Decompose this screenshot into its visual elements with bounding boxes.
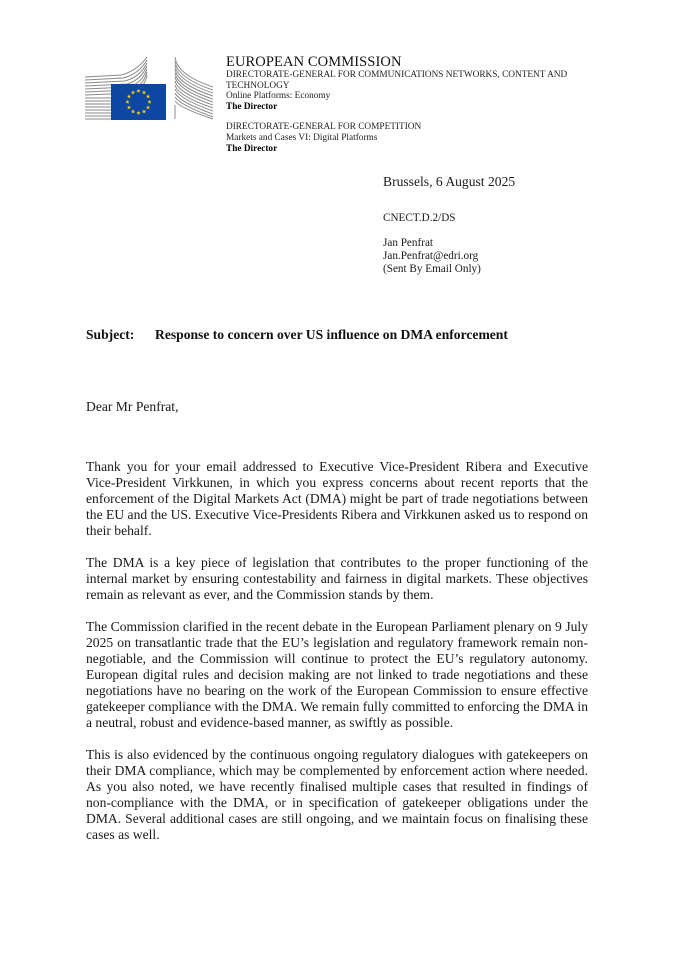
directorate-name: DIRECTORATE-GENERAL FOR COMPETITION [226, 122, 422, 133]
logo-right-building [175, 57, 213, 119]
recipient-block [383, 237, 633, 276]
recipient-email[interactable]: Jan.Penfrat@edri.org [383, 250, 479, 262]
body-paragraph: The DMA is a key piece of legislation that contributes to the proper functioning of the internal market by ensuring contestability and fairness in digital markets. These objectives remain as relevant as ever, and the Commission stands by them. [86, 555, 588, 602]
letterhead-block-2 [226, 122, 606, 154]
subject-label: Subject: [86, 327, 135, 342]
organization-name: EUROPEAN COMMISSION [226, 54, 402, 70]
european-commission-logo-icon [85, 57, 213, 120]
recipient-name: Jan Penfrat [383, 237, 434, 249]
letter-meta [383, 174, 633, 276]
letterhead [226, 54, 606, 154]
body-paragraph: This is also evidenced by the continuous ongoing regulatory dialogues with gatekeepers on their DMA compliance, which may be complemented by enforcement action where needed. As you also noted, we have recently finalised multiple cases that resulted in findings of non-compliance with the DMA, or in specification of gatekeeper obligations under the DMA. Several additional cases are still ongoing, and we maintain focus on finalising these cases as well. [86, 747, 588, 842]
director-title: The Director [226, 101, 278, 112]
unit-name: Online Platforms: Economy [226, 91, 331, 102]
salutation: Dear Mr Penfrat, [86, 399, 179, 414]
body-paragraph: The Commission clarified in the recent debate in the European Parliament plenary on 9 July 2025 on transatlantic trade that the EU’s legislation and regulatory framework remain non-negotiable, and the Commission will continue to protect the EU’s regulatory autonomy. European digital rules and decision making are not linked to trade negotiations and these negotiations have no bearing on the work of the European Commission to ensure effective gatekeeper compliance with the DMA. We remain fully committed to enforcing the DMA in a neutral, robust and evidence-based manner, as swiftly as possible. [86, 619, 588, 730]
letter-body [86, 459, 588, 859]
reference-number: CNECT.D.2/DS [383, 212, 456, 224]
subject-line [86, 327, 606, 343]
body-paragraph: Thank you for your email addressed to Executive Vice-President Ribera and Executive Vice-President Virkkunen, in which you express concerns about recent reports that the enforcement of the Digital Markets Act (DMA) might be part of trade negotiations between the EU and the US. Executive Vice-Presidents Ribera and Virkkunen asked us to respond on their behalf. [86, 459, 588, 538]
place-date: Brussels, 6 August 2025 [383, 174, 516, 189]
directorate-name: DIRECTORATE-GENERAL FOR COMMUNICATIONS NETWORKS, CONTENT AND TECHNOLOGY [226, 70, 568, 91]
director-title: The Director [226, 143, 278, 154]
delivery-note: (Sent By Email Only) [383, 263, 481, 275]
logo-graphic [85, 57, 213, 120]
subject-text: Response to concern over US influence on DMA enforcement [155, 327, 508, 342]
unit-name: Markets and Cases VI: Digital Platforms [226, 132, 378, 143]
